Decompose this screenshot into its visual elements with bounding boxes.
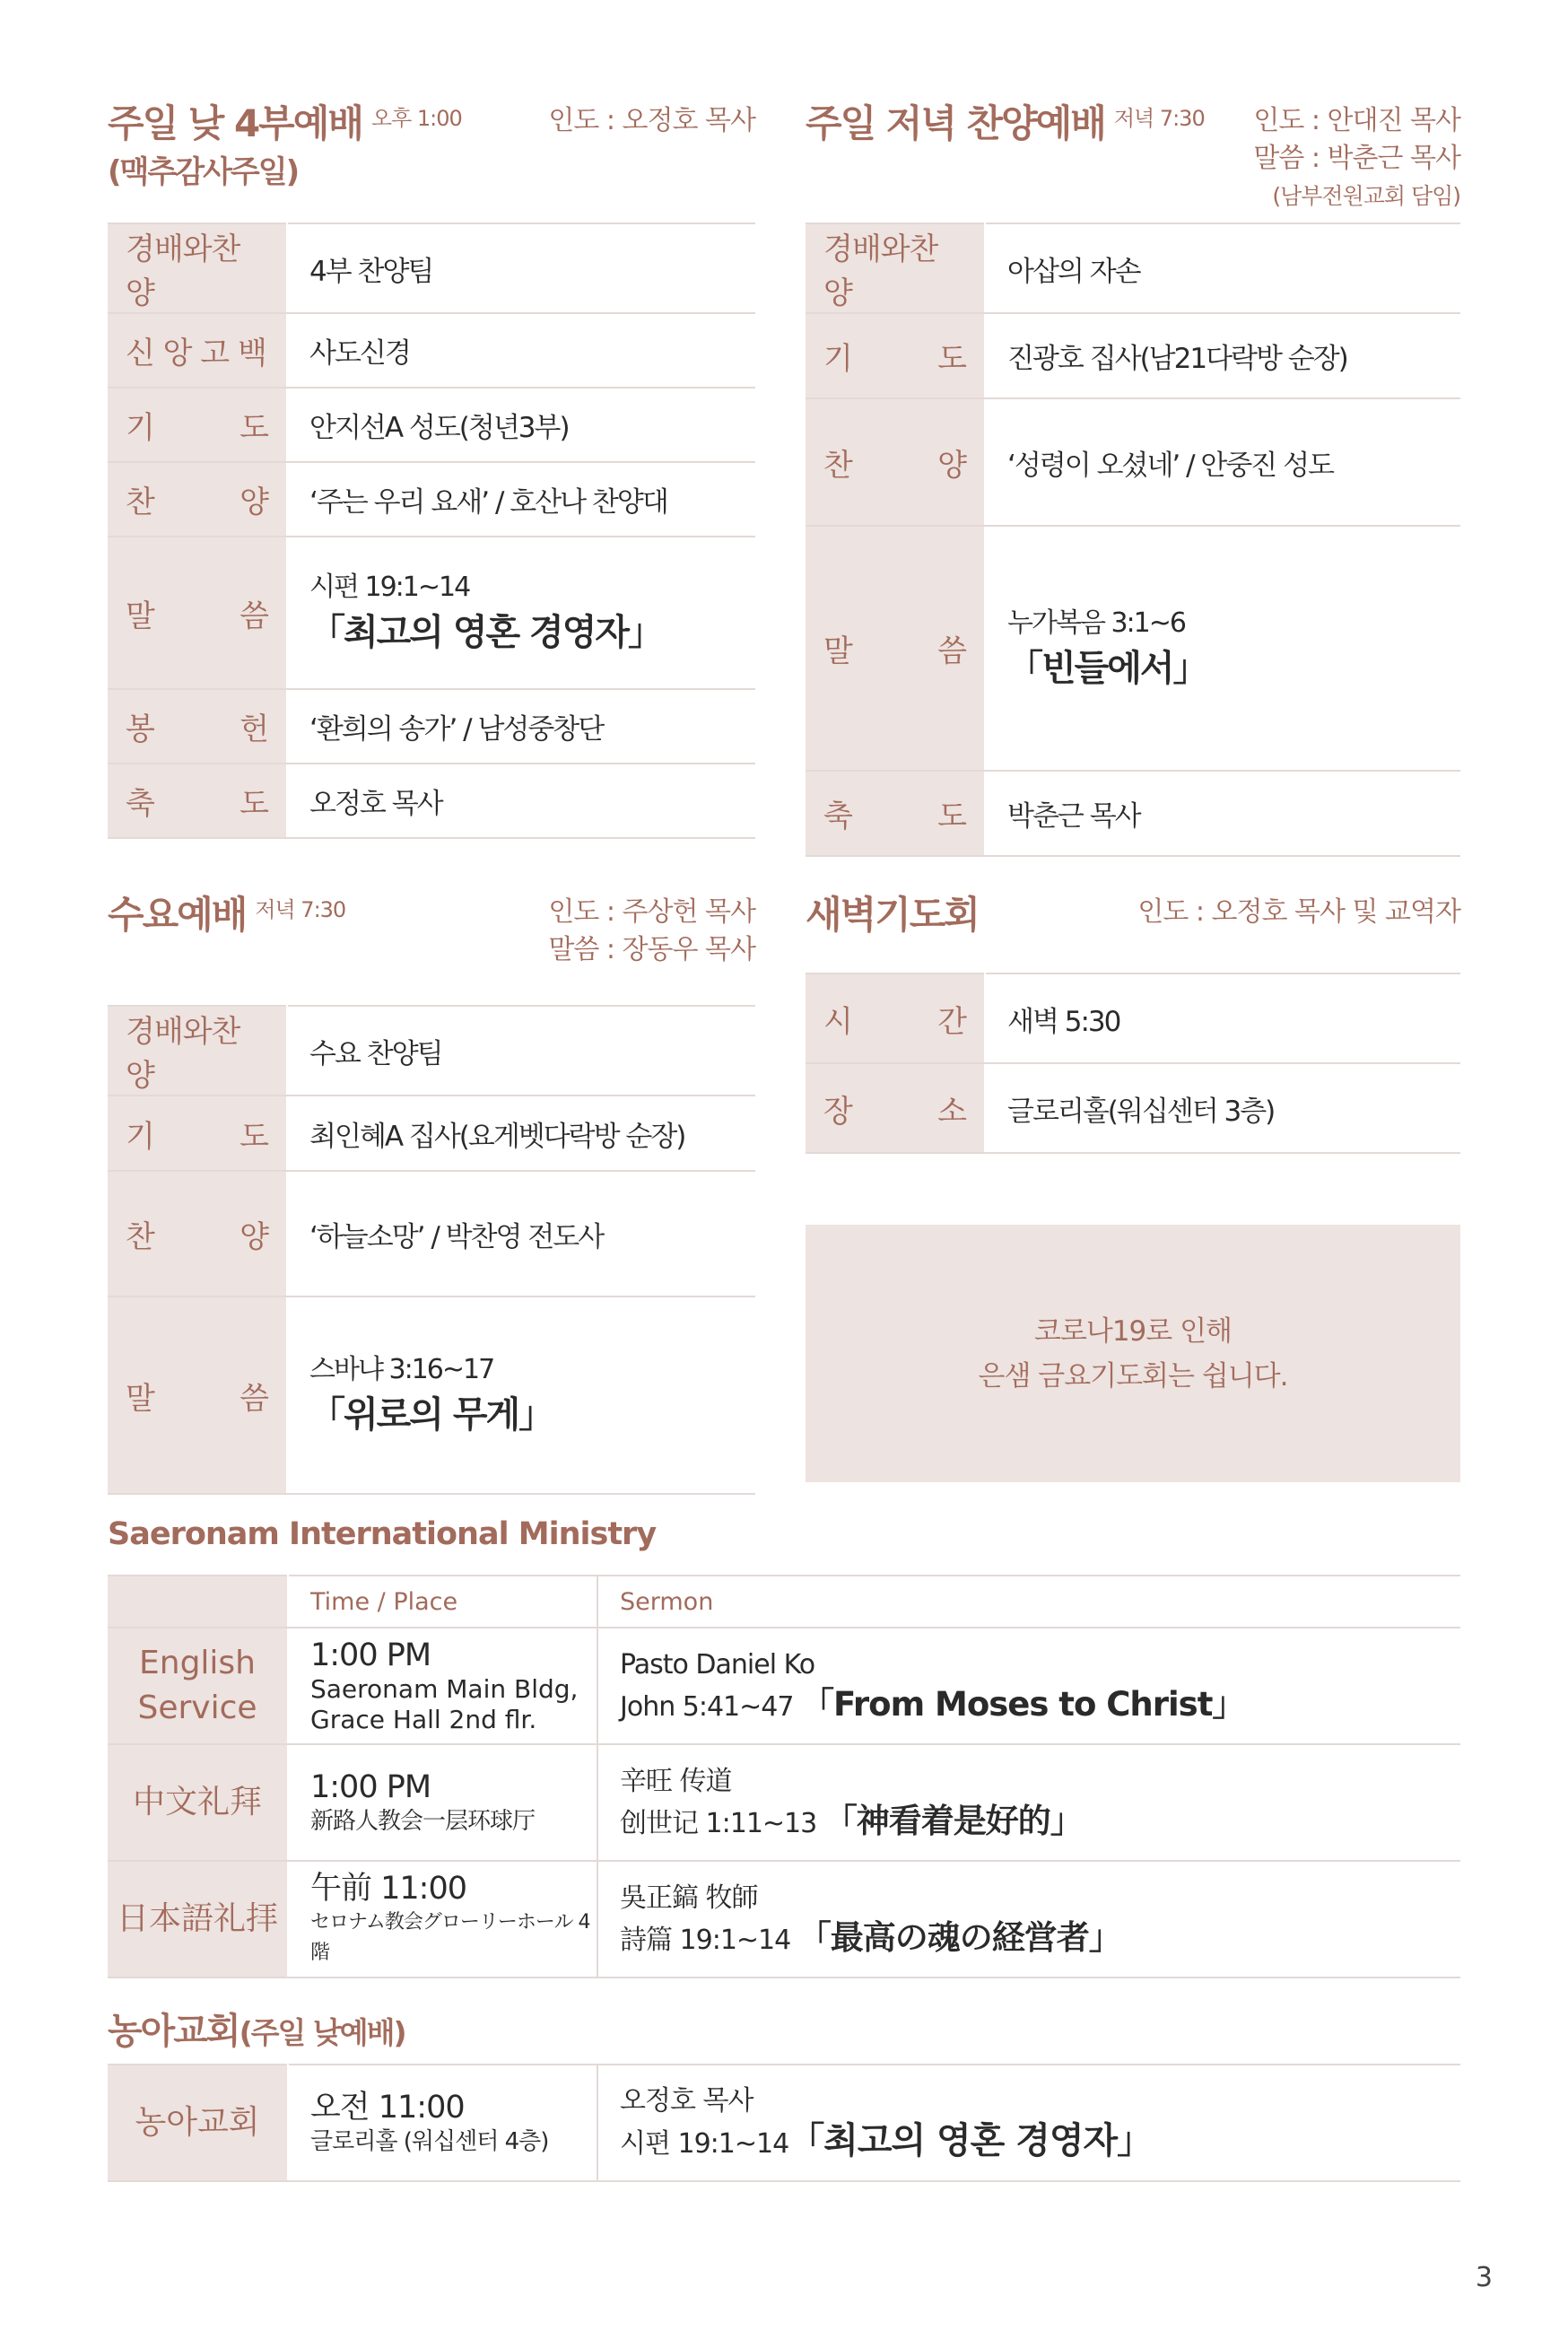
service-place: 新路人教会一层环球厅 [310,1808,536,1835]
scripture-reference: 스바냐 3:16~17 [309,1354,494,1385]
service-time: 1:00 PM [310,1769,431,1805]
table-row [108,313,755,388]
dawn-header [806,890,1460,980]
scripture-reference: 创世记 1:11~13 [620,1807,817,1839]
sermon-title: 「From Moses to Christ」 [801,1684,1245,1724]
sunday-evening-section [806,99,1460,854]
row-label-second: 씀 [937,633,966,669]
row-label-first: 찬 [126,485,154,520]
dawn-table [806,973,1460,1154]
table-row [108,689,755,764]
dawn-leader: 인도 : 오정호 목사 및 교역자 [1137,896,1460,928]
table-row [108,462,755,537]
service-place: 글로리홀 (워십센터 4층) [310,2128,549,2155]
service-time: 오전 11:00 [310,2090,465,2126]
row-label: 경배와찬양 [126,1014,240,1094]
row-value: 글로리홀(워십센터 3층) [985,1063,1460,1153]
row-label-first: 기 [126,410,154,446]
deaf-church-title-suffix: (주일 낮예배) [239,2015,405,2050]
row-label-first: 찬 [823,447,852,484]
row-label-second: 양 [240,485,268,520]
row-label-second: 도 [240,410,268,446]
sunday-evening-staff [1253,102,1460,215]
scripture-reference: John 5:41~47 [620,1690,794,1723]
notice-line-2: 은샘 금요기도회는 쉽니다. [978,1359,1288,1392]
table-row [806,526,1460,771]
sermon-title: 「最高の魂の経営者」 [797,1917,1121,1957]
row-label-second: 도 [240,1118,268,1155]
row-label-second: 간 [937,1003,966,1040]
table-row [806,973,1460,1063]
header-sermon: Sermon [597,1576,1460,1628]
row-label: 신 앙 고 백 [126,336,266,371]
friday-prayer-notice [806,1225,1460,1482]
row-label-first: 말 [126,598,154,634]
service-name-line-2: Service [137,1689,257,1726]
table-row [806,313,1460,398]
wednesday-time: 저녁 7:30 [255,897,346,922]
table-row [806,771,1460,856]
preacher-name: 辛旺 传道 [620,1765,732,1797]
wednesday-staff [548,894,755,969]
row-label-first: 말 [823,633,852,669]
row-value: 진광호 집사(남21다락방 순장) [985,313,1460,398]
row-value: 사도신경 [287,313,755,388]
table-row [108,1006,755,1096]
deaf-church-name: 농아교회 [108,2065,288,2181]
table-row [108,1861,1460,1977]
row-value: 아삽의 자손 [985,223,1460,313]
row-label-second: 양 [240,1218,268,1255]
service-place: セロナム教会グローリーホール 4階 [310,1911,590,1964]
row-label-first: 말 [126,1380,154,1417]
row-label-first: 시 [823,1003,852,1040]
table-row [806,398,1460,526]
row-label-second: 도 [937,341,966,377]
scripture-reference: 시편 19:1~14 [620,2128,789,2160]
row-value: 4부 찬양팀 [287,223,755,313]
wednesday-header [108,890,755,998]
row-value: 새벽 5:30 [985,973,1460,1063]
row-label-first: 축 [823,799,852,834]
intl-table [108,1575,1460,1978]
preacher-name: 吳正鎬 牧師 [620,1881,758,1914]
table-header-row [108,1576,1460,1628]
table-row [108,1628,1460,1744]
row-label-second: 도 [937,799,966,834]
sunday-evening-church: (남부전원교회 담임) [1272,183,1460,209]
scripture-reference: 누가복음 3:1~6 [1007,607,1185,639]
table-row [108,1296,755,1494]
row-label-second: 양 [937,447,966,484]
sermon-title: 「神看着是好的」 [823,1801,1083,1840]
sunday-evening-title: 주일 저녁 찬양예배 $^{저녁 7:30}$ [806,101,1205,145]
sunday-evening-time: 저녁 7:30 [1113,106,1205,131]
table-row [108,223,755,313]
wednesday-leader: 인도 : 주상헌 목사 [548,896,755,928]
scripture-reference: 詩篇 19:1~14 [620,1924,791,1956]
service-name-line-1: English [139,1645,256,1681]
wednesday-title: 수요예배 $^{저녁 7:30}$ [108,893,346,937]
table-row [108,2065,1460,2181]
row-label-first: 축 [126,786,154,822]
preacher-name: 오정호 목사 [620,2085,754,2117]
sunday-evening-leader: 인도 : 안대진 목사 [1253,105,1460,136]
row-label-first: 봉 [126,712,154,747]
table-row [108,388,755,462]
row-label-first: 기 [823,341,852,377]
deaf-church-title: 농아교회(주일 낮예배) [108,2011,405,2052]
row-label-first: 장 [823,1093,852,1130]
row-value: 오정호 목사 [287,764,755,838]
sermon-title: 「최고의 영혼 경영자」 [788,2120,1153,2161]
wednesday-section [108,890,755,1482]
table-row [108,537,755,689]
sermon-title: 「빈들에서」 [1007,647,1207,689]
row-value: ‘환희의 송가’ / 남성중창단 [287,689,755,764]
scripture-reference: 시편 19:1~14 [309,572,470,603]
notice-line-1: 코로나19로 인해 [1034,1314,1232,1348]
row-label-first: 기 [126,1118,154,1155]
row-label-second: 씀 [240,598,268,634]
sunday4-time: 오후 1:00 [370,106,462,131]
row-value: 수요 찬양팀 [287,1006,755,1096]
row-label-second: 소 [937,1093,966,1130]
row-label: 경배와찬양 [823,231,938,311]
table-row [108,1171,755,1296]
service-place-line-1: Saeronam Main Bldg, [310,1674,579,1704]
row-value: 박춘근 목사 [985,771,1460,856]
dawn-section [806,890,1460,1159]
row-label-first: 찬 [126,1218,154,1255]
service-time: 1:00 PM [310,1637,431,1673]
sunday-evening-order-table [806,223,1460,857]
sunday4-section [108,99,755,854]
row-label-second: 씀 [240,1380,268,1417]
sermon-title: 「위로의 무게」 [309,1394,553,1436]
deaf-church-table [108,2064,1460,2182]
row-value: ‘주는 우리 요새’ / 호산나 찬양대 [287,462,755,537]
table-row [806,1063,1460,1153]
service-time: 午前 11:00 [310,1871,466,1907]
service-name: 中文礼拜 [132,1784,262,1820]
sunday4-title: 주일 낮 4부예배 $^{오후 1:00}$ [108,101,462,145]
header-time-place: Time / Place [288,1576,597,1628]
sunday4-leader: 인도 : 오정호 목사 [548,105,755,136]
table-row [108,1096,755,1171]
sunday-evening-preacher: 말씀 : 박춘근 목사 [1253,143,1460,174]
table-row [108,1744,1460,1861]
preacher-name: Pasto Daniel Ko [620,1648,815,1681]
wednesday-preacher: 말씀 : 장동우 목사 [548,934,755,965]
sunday-evening-header [806,99,1460,224]
sermon-title: 「최고의 영혼 경영자」 [309,612,662,653]
row-value: 최인혜A 집사(요게벳다락방 순장) [287,1096,755,1171]
row-value: ‘하늘소망’ / 박찬영 전도사 [287,1171,755,1296]
intl-title: Saeronam International Ministry [108,1516,657,1552]
service-name: 日本語礼拝 [116,1900,278,1937]
service-place-line-2: Grace Hall 2nd flr. [310,1705,537,1734]
dawn-title: 새벽기도회 [806,893,979,937]
sunday4-header [108,99,755,224]
page-number: 3 [1475,2262,1493,2293]
table-row [806,223,1460,313]
row-label: 경배와찬양 [126,231,240,311]
table-row [108,764,755,838]
row-label-second: 도 [240,786,268,822]
sunday4-subtitle: (맥추감사주일) [108,154,299,190]
wednesday-order-table [108,1005,755,1495]
sunday4-order-table [108,223,755,839]
row-value: ‘성령이 오셨네’ / 안중진 성도 [985,398,1460,526]
row-label-second: 헌 [240,712,268,747]
row-value: 안지선A 성도(청년3부) [287,388,755,462]
